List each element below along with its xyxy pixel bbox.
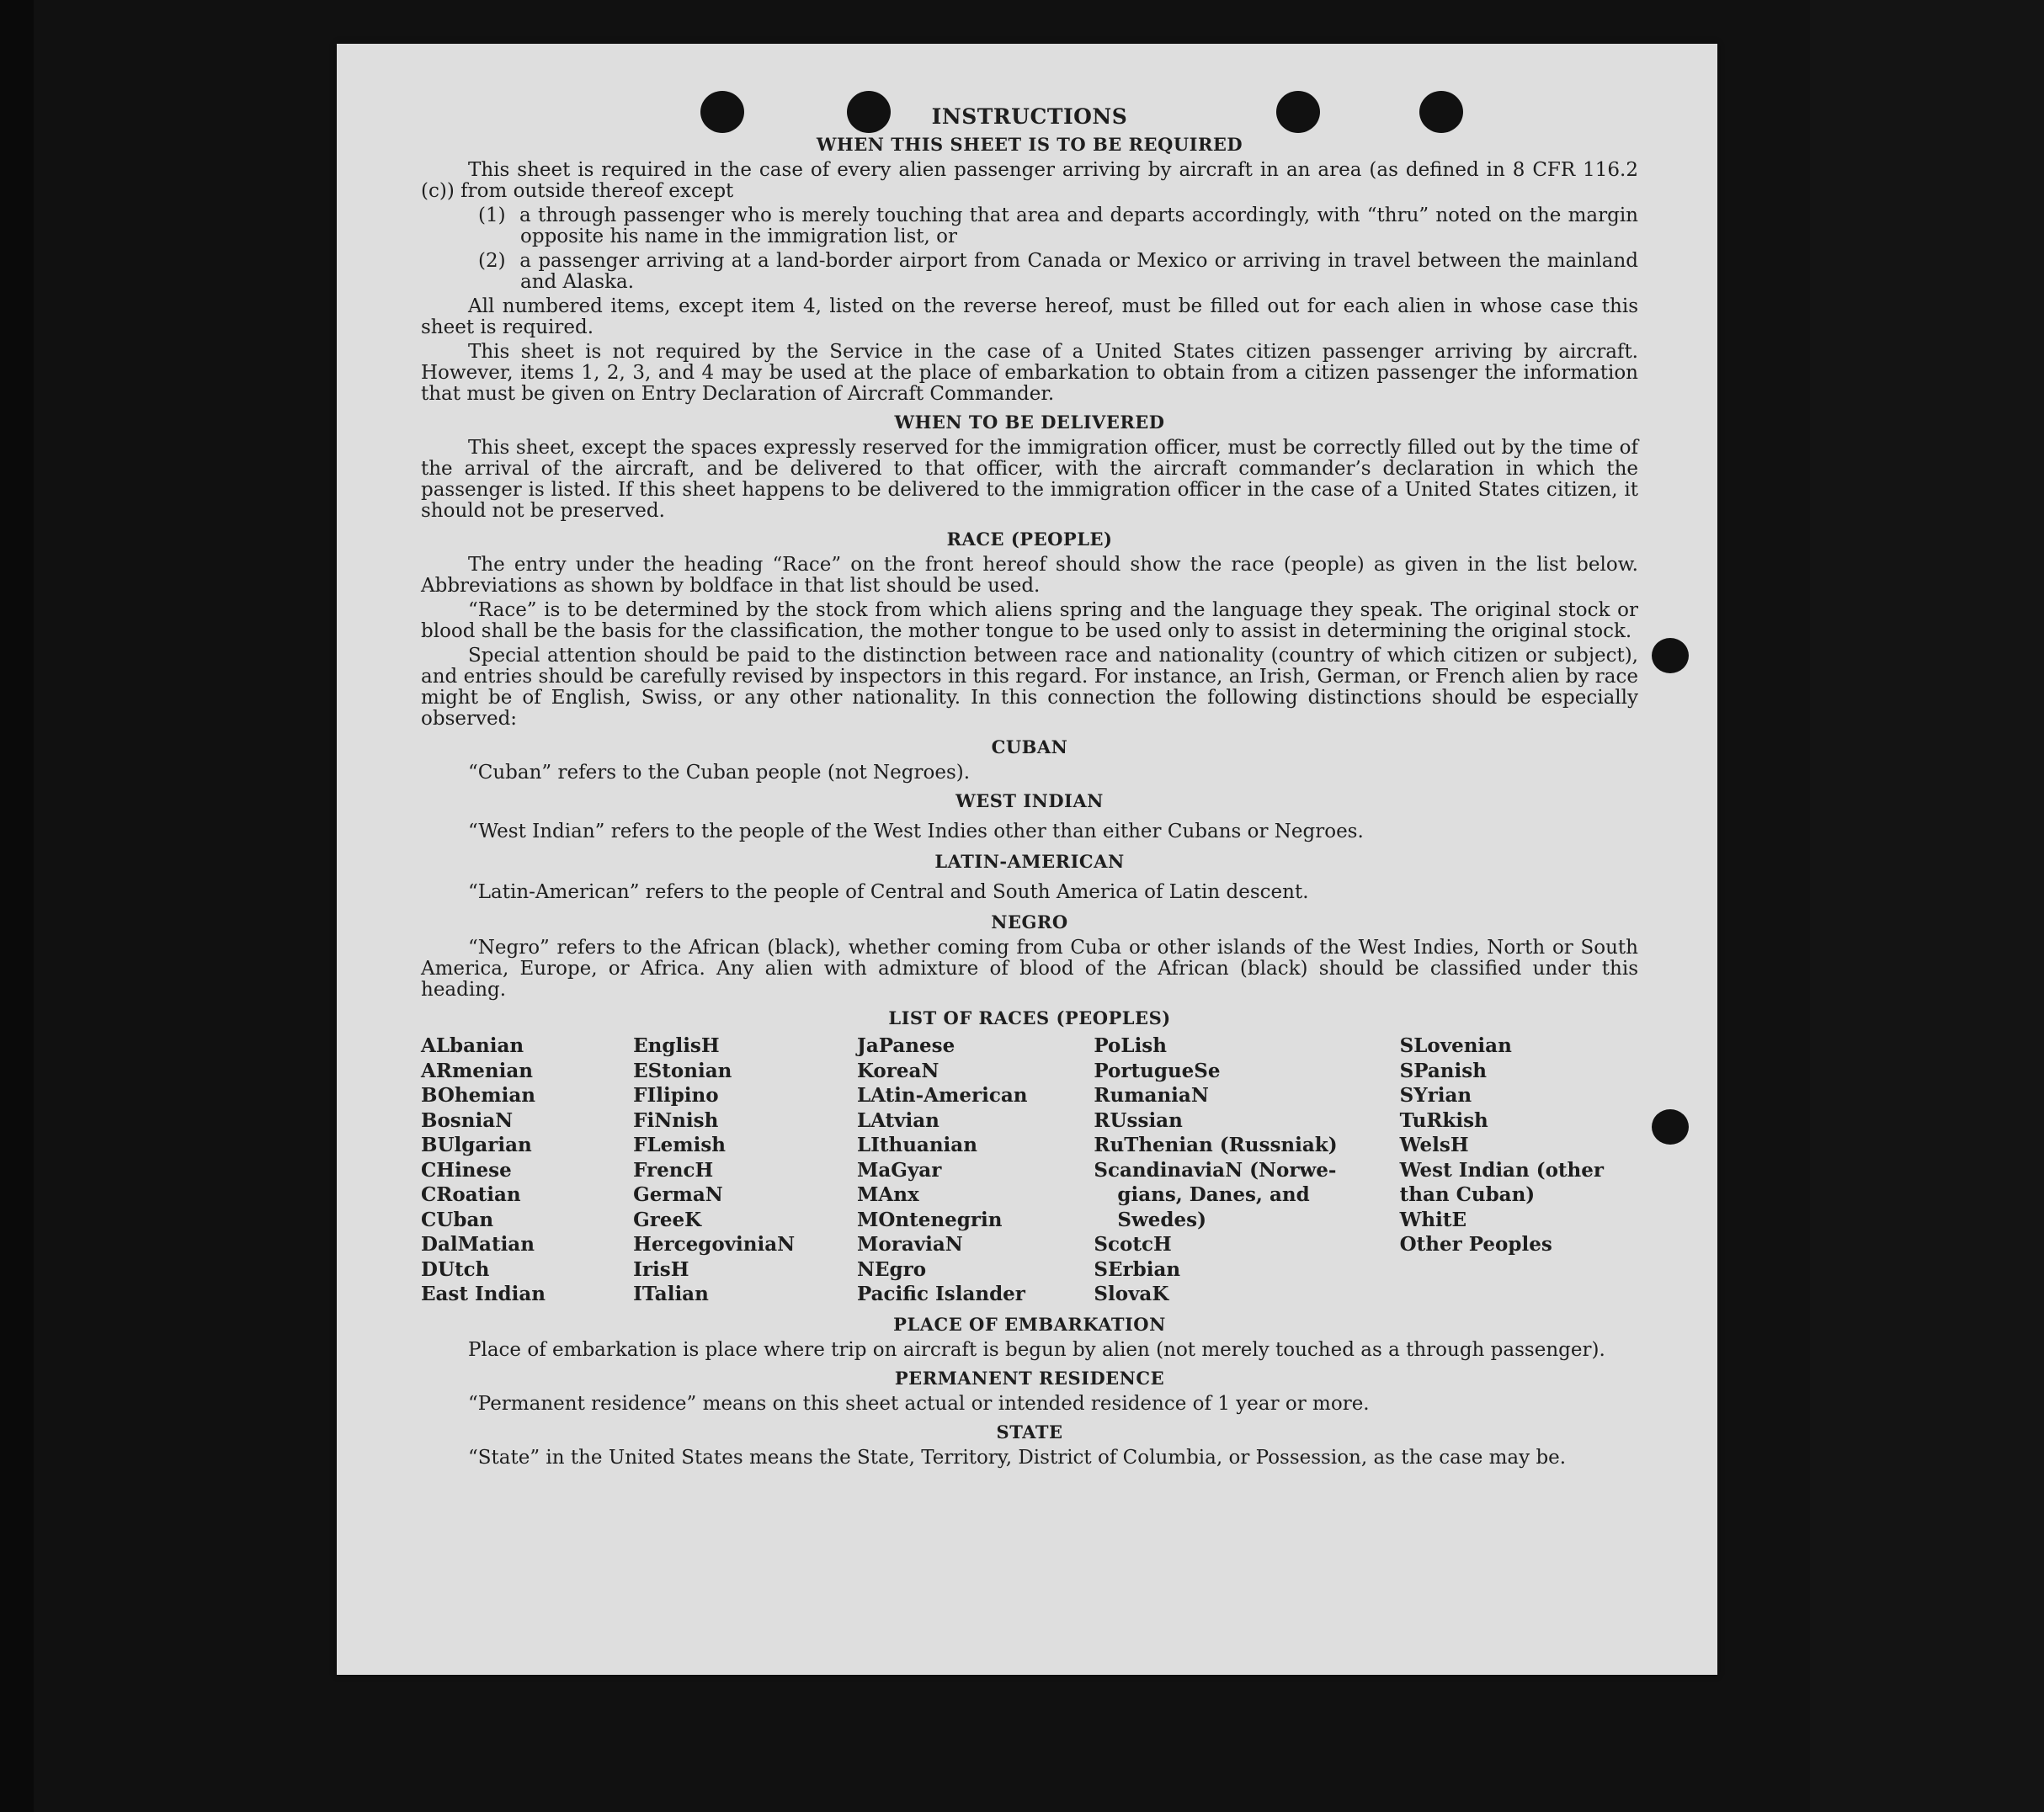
race-entry: GreeK [633, 1208, 702, 1231]
race-entry: FiNnish [633, 1108, 719, 1132]
list-item [478, 205, 1638, 247]
race-entry: DalMatian [421, 1233, 535, 1256]
race-entry: CRoatian [421, 1183, 521, 1206]
scan-right-strip [1810, 0, 2044, 1812]
race-entry: Other Peoples [1399, 1233, 1552, 1256]
race-entry: West Indian (other [1399, 1158, 1605, 1182]
race-entry: CUban [421, 1208, 494, 1231]
race-entry: ITalian [633, 1283, 709, 1305]
item-text: a passenger arriving at a land-border airport from Canada or Mexico or arriving in travel between the mainland and Alaska. [519, 250, 1638, 293]
item-number: (1) [478, 205, 506, 226]
paragraph: This sheet is required in the case of every alien passenger arriving by aircraft in an area (as defined in 8 CFR 116.2 (c)) from outside thereof except [421, 159, 1638, 202]
race-entry: GermaN [633, 1183, 723, 1206]
paragraph: “Cuban” refers to the Cuban people (not Negroes). [468, 762, 971, 784]
section-heading: LIST OF RACES (PEOPLES) [888, 1007, 1171, 1028]
race-entry: ScandinaviaN (Norwe- [1094, 1158, 1337, 1182]
section-heading: STATE [996, 1421, 1063, 1443]
list-item [478, 250, 1638, 293]
paragraph: “Permanent residence” means on this sheet actual or intended residence of 1 year or more. [468, 1392, 1370, 1415]
race-entry: MOntenegrin [856, 1208, 1003, 1231]
paragraph: The entry under the heading “Race” on the front hereof should show the race (people) as given in the list below. Abbreviations as shown by boldface in that list should be used. [421, 554, 1638, 597]
race-column [633, 1034, 857, 1307]
section-heading: PLACE OF EMBARKATION [893, 1313, 1166, 1335]
race-entry: LAtvian [856, 1108, 939, 1132]
paragraph: “Negro” refers to the African (black), whether coming from Cuba or other islands of the West Indies, North or South America, Europe, or Africa. Any alien with admixture of blood of the African (black) should be classified under this heading. [421, 937, 1638, 1001]
race-entry: TuRkish [1399, 1108, 1488, 1132]
paragraph: Place of embarkation is place where trip on aircraft is begun by alien (not merely touched as a through passenger). [468, 1338, 1605, 1361]
race-entry: KoreaN [856, 1059, 939, 1082]
paragraph: “Latin-American” refers to the people of Central and South America of Latin descent. [468, 881, 1309, 903]
punch-hole [1652, 1109, 1689, 1145]
section-heading: WHEN THIS SHEET IS TO BE REQUIRED [816, 134, 1243, 155]
punch-hole [1652, 638, 1689, 673]
race-column [421, 1034, 633, 1307]
race-entry: RuThenian (Russniak) [1094, 1134, 1338, 1156]
race-entry: IrisH [633, 1257, 689, 1281]
race-entry: LIthuanian [856, 1134, 977, 1156]
page-title: INSTRUCTIONS [931, 104, 1128, 129]
race-entry: SPanish [1399, 1059, 1487, 1082]
race-entry: NEgro [856, 1257, 927, 1281]
race-column [1339, 1034, 1638, 1307]
race-entry: BOhemian [421, 1084, 535, 1107]
race-entry: than Cuban) [1399, 1183, 1536, 1206]
race-entry: JaPanese [856, 1034, 955, 1057]
race-entry: FIlipino [633, 1084, 719, 1107]
race-entry: ALbanian [421, 1034, 524, 1057]
section-heading: WEST INDIAN [955, 790, 1104, 811]
race-entry: PoLish [1094, 1034, 1167, 1057]
race-entry: FLemish [633, 1134, 727, 1156]
race-entry: BUlgarian [421, 1134, 532, 1156]
section-heading: NEGRO [991, 911, 1068, 933]
race-entry: EStonian [633, 1059, 732, 1082]
race-list [421, 1034, 1638, 1307]
section-heading: RACE (PEOPLE) [946, 529, 1113, 550]
section-heading: CUBAN [991, 736, 1068, 757]
race-entry: EnglisH [633, 1034, 720, 1057]
paragraph: “West Indian” refers to the people of the West Indies other than either Cubans or Negroes. [468, 821, 1364, 842]
race-column [1094, 1034, 1339, 1307]
paragraph: This sheet is not required by the Service in the case of a United States citizen passenger arriving by aircraft. However, items 1, 2, 3, and 4 may be used at the place of embarkation to obtain from a citizen passenger the information that must be given on Entry Declaration of Aircraft Commander. [421, 341, 1638, 405]
race-entry: MoraviaN [856, 1233, 963, 1256]
document-sheet [337, 44, 1717, 1675]
race-entry: DUtch [421, 1257, 490, 1281]
scan-left-edge [0, 0, 34, 1812]
race-entry: RUssian [1094, 1108, 1183, 1132]
race-entry: BosniaN [421, 1108, 514, 1132]
paragraph: This sheet, except the spaces expressly reserved for the immigration officer, must be correctly filled out by the time of the arrival of the aircraft, and be delivered to that officer, with the aircraft commander’s declaration in which the passenger is listed. If this sheet happens to be delivered to the immigration officer in the case of a United States citizen, it should not be preserved. [421, 437, 1638, 522]
race-entry: HercegoviniaN [633, 1233, 796, 1256]
section-heading: PERMANENT RESIDENCE [894, 1367, 1165, 1389]
race-entry: gians, Danes, and [1117, 1183, 1310, 1206]
item-text: a through passenger who is merely touching that area and departs accordingly, with “thru” noted on the margin opposite his name in the immigration list, or [519, 205, 1638, 247]
race-entry: WhitE [1399, 1208, 1467, 1231]
race-entry: CHinese [421, 1158, 512, 1182]
race-entry: East Indian [421, 1283, 546, 1305]
race-entry: Pacific Islander [856, 1283, 1025, 1305]
race-entry: SYrian [1399, 1084, 1472, 1107]
race-entry: SlovaK [1094, 1283, 1169, 1305]
race-entry: WelsH [1399, 1134, 1469, 1156]
section-heading: WHEN TO BE DELIVERED [894, 412, 1165, 433]
race-column [857, 1034, 1094, 1307]
paragraph: “State” in the United States means the State, Territory, District of Columbia, or Possession, as the case may be. [468, 1446, 1567, 1469]
race-entry: SLovenian [1399, 1034, 1512, 1057]
race-entry: Swedes) [1117, 1208, 1206, 1231]
item-number: (2) [478, 250, 506, 272]
paragraph: “Race” is to be determined by the stock from which aliens spring and the language they speak. The original stock or blood shall be the basis for the classification, the mother tongue to be used only to assist in determining the original stock. [421, 599, 1638, 642]
race-entry: ScotcH [1094, 1233, 1172, 1256]
race-entry: RumaniaN [1094, 1084, 1209, 1107]
paragraph: Special attention should be paid to the distinction between race and nationality (country of which citizen or subject), and entries should be carefully revised by inspectors in this regard. For instance, an Irish, German, or French alien by race might be of English, Swiss, or any other nationality. In this connection the following distinctions should be especially observed: [421, 645, 1638, 730]
race-entry: MAnx [856, 1183, 919, 1206]
race-entry: FrencH [633, 1158, 714, 1182]
section-heading: LATIN-AMERICAN [934, 851, 1125, 872]
race-entry: MaGyar [856, 1158, 942, 1182]
race-entry: SErbian [1094, 1257, 1181, 1281]
paragraph: All numbered items, except item 4, listed on the reverse hereof, must be filled out for each alien in whose case this sheet is required. [421, 295, 1638, 338]
instructions-content [421, 106, 1638, 1472]
race-entry: ARmenian [421, 1059, 534, 1082]
race-entry: LAtin-American [856, 1084, 1028, 1107]
race-entry: PortugueSe [1094, 1059, 1221, 1082]
